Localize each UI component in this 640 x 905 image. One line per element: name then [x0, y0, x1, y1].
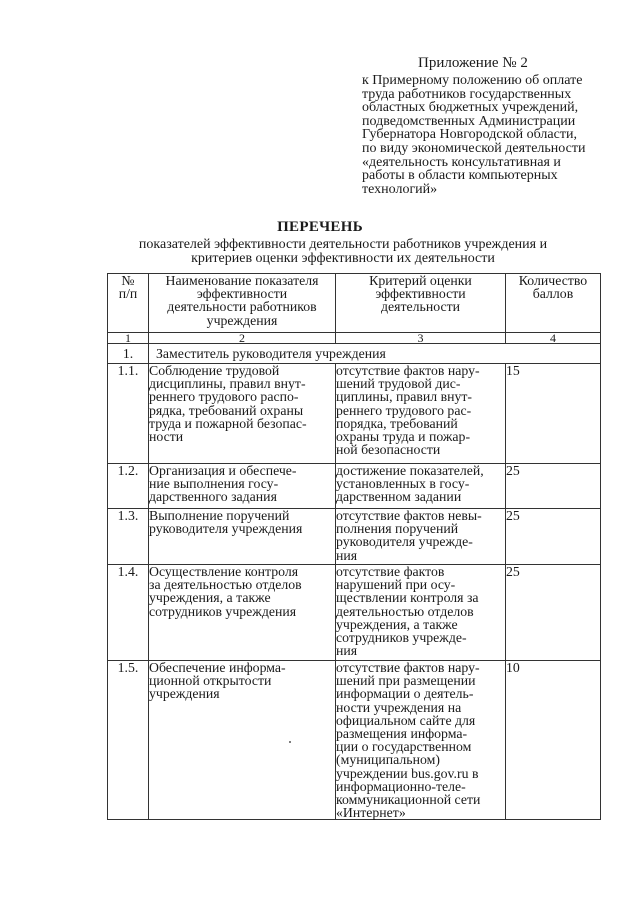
criterion-cell — [336, 661, 506, 820]
indicator-cell — [149, 565, 336, 661]
subheading-line: критериев оценки эффективности их деятельности — [191, 250, 495, 266]
indicator-line: ности — [149, 429, 184, 445]
table-row — [108, 464, 601, 509]
criterion-line: учреждении bus.gov.ru в — [336, 765, 479, 781]
criterion-line: установленных в госу- — [336, 476, 470, 492]
criterion-line: ществлении контроля за — [336, 590, 479, 606]
criterion-line: отсутствие фактов — [336, 564, 445, 579]
table-header-row — [108, 274, 601, 333]
criterion-line: дарственном задании — [336, 489, 462, 505]
appendix-note-line: к Примерному положению об оплате — [362, 73, 583, 88]
criterion-line: размещения информа- — [336, 726, 468, 742]
indicator-line: Осуществление контроля — [149, 564, 299, 579]
appendix-note — [362, 74, 630, 196]
criterion-line: циплины, правил внут- — [336, 389, 473, 405]
criterion-line: информационно-теле- — [336, 778, 466, 794]
row-number: 1.1. — [108, 364, 149, 464]
points-cell: 15 — [506, 364, 601, 464]
indicator-cell — [149, 661, 336, 820]
row-number: 1.5. — [108, 661, 149, 820]
criterion-cell — [336, 364, 506, 464]
points-cell: 10 — [506, 661, 601, 820]
section-name: Заместитель руководителя учреждения — [149, 344, 601, 364]
criterion-line: сотрудников учрежде- — [336, 630, 467, 646]
criterion-cell — [336, 509, 506, 565]
criterion-line: отсутствие фактов нару- — [336, 363, 480, 378]
indicator-line: Обеспечение информа- — [149, 660, 286, 675]
criterion-line: достижение показателей, — [336, 463, 484, 478]
indicator-line: ционной открытости — [149, 673, 272, 689]
indicator-line: учреждения — [149, 686, 220, 702]
indicator-cell — [149, 464, 336, 509]
criterion-line: коммуникационной сети — [336, 792, 481, 808]
appendix-note-line: «деятельность консультативная и — [362, 154, 561, 170]
header-line: баллов — [532, 286, 574, 302]
column-number: 4 — [506, 333, 601, 344]
criterion-line: информации о деятель- — [336, 686, 474, 702]
criterion-line: ной безопасности — [336, 442, 441, 458]
criterion-line: отсутствие фактов невы- — [336, 508, 482, 523]
criterion-line: шений трудовой дис- — [336, 376, 461, 392]
indicator-line: учреждения, а также — [149, 590, 271, 606]
appendix-note-line: Губернатора Новгородской области, — [362, 127, 577, 143]
table-row — [108, 364, 601, 464]
table-row — [108, 565, 601, 661]
indicator-line: Соблюдение трудовой — [149, 363, 280, 378]
points-cell: 25 — [506, 565, 601, 661]
header-line: деятельности работников — [167, 299, 317, 315]
header-indicator — [149, 274, 336, 333]
indicator-line: реннего трудового распо- — [149, 389, 299, 405]
row-number: 1.2. — [108, 464, 149, 509]
appendix-note-line: по виду экономической деятельности — [362, 140, 586, 156]
criterion-line: порядка, требований — [336, 415, 458, 431]
indicator-line: Выполнение поручений — [149, 508, 290, 523]
criterion-line: руководителя учрежде- — [336, 534, 473, 550]
header-line: деятельности — [381, 299, 460, 315]
column-number-row — [108, 333, 601, 344]
header-line: эффективности — [196, 286, 288, 302]
criterion-line: отсутствие фактов нару- — [336, 660, 480, 675]
indicator-line: рядка, требований охраны — [149, 402, 304, 418]
header-criterion — [336, 274, 506, 333]
appendix-title: Приложение № 2 — [418, 55, 528, 71]
criterion-line: «Интернет» — [336, 805, 406, 821]
column-number: 2 — [149, 333, 336, 344]
indicator-line: руководителя учреждения — [149, 521, 303, 537]
criterion-line: ния — [336, 643, 358, 659]
criterion-line: охраны труда и пожар- — [336, 429, 471, 445]
header-number — [108, 274, 149, 333]
criterion-line: ности учреждения на — [336, 699, 462, 715]
column-number: 3 — [336, 333, 506, 344]
column-number: 1 — [108, 333, 149, 344]
appendix-note-line: технологий» — [362, 181, 438, 197]
criteria-table — [107, 273, 601, 820]
appendix-note-line: труда работников государственных — [362, 86, 572, 102]
indicator-line: Организация и обеспече- — [149, 463, 297, 478]
indicator-line: дарственного задания — [149, 489, 277, 505]
criterion-line: полнения поручений — [336, 521, 459, 537]
scan-speck — [289, 741, 291, 743]
header-points — [506, 274, 601, 333]
criterion-line: шений при размещении — [336, 673, 476, 689]
header-line: учреждения — [206, 312, 278, 328]
indicator-line: сотрудников учреждения — [149, 603, 297, 619]
points-cell: 25 — [506, 509, 601, 565]
row-number: 1.4. — [108, 565, 149, 661]
appendix-note-line: подведомственных Администрации — [362, 113, 576, 129]
points-cell: 25 — [506, 464, 601, 509]
criterion-line: ции о государственном — [336, 739, 472, 755]
criterion-line: ния — [336, 547, 358, 563]
header-line: Количество — [518, 273, 588, 288]
appendix-note-line: работы в области компьютерных — [362, 168, 558, 184]
header-line: Критерий оценки — [369, 273, 472, 288]
indicator-cell — [149, 509, 336, 565]
document-subheading — [100, 238, 586, 265]
criterion-cell — [336, 464, 506, 509]
criterion-line: реннего трудового рас- — [336, 402, 472, 418]
header-line: № — [121, 273, 135, 288]
header-line: Наименование показателя — [165, 273, 319, 288]
criterion-line: деятельностью отделов — [336, 603, 474, 619]
indicator-line: за деятельностью отделов — [149, 577, 302, 593]
row-number: 1.3. — [108, 509, 149, 565]
table-row — [108, 661, 601, 820]
indicator-cell — [149, 364, 336, 464]
indicator-line: дисциплины, правил внут- — [149, 376, 306, 392]
document-heading: ПЕРЕЧЕНЬ — [277, 219, 363, 235]
section-row — [108, 344, 601, 364]
table-row — [108, 509, 601, 565]
criterion-line: (муниципальном) — [336, 752, 440, 768]
subheading-line: показателей эффективности деятельности работников учреждения и — [138, 237, 548, 252]
appendix-note-line: областных бюджетных учреждений, — [362, 100, 579, 116]
indicator-line: ние выполнения госу- — [149, 476, 279, 492]
indicator-line: труда и пожарной безопас- — [149, 415, 307, 431]
header-line: п/п — [118, 286, 138, 302]
criterion-line: нарушений при осу- — [336, 577, 456, 593]
section-number: 1. — [108, 344, 149, 364]
header-line: эффективности — [375, 286, 466, 302]
criterion-line: официальном сайте для — [336, 712, 476, 728]
criterion-line: учреждения, а также — [336, 616, 458, 632]
criterion-cell — [336, 565, 506, 661]
